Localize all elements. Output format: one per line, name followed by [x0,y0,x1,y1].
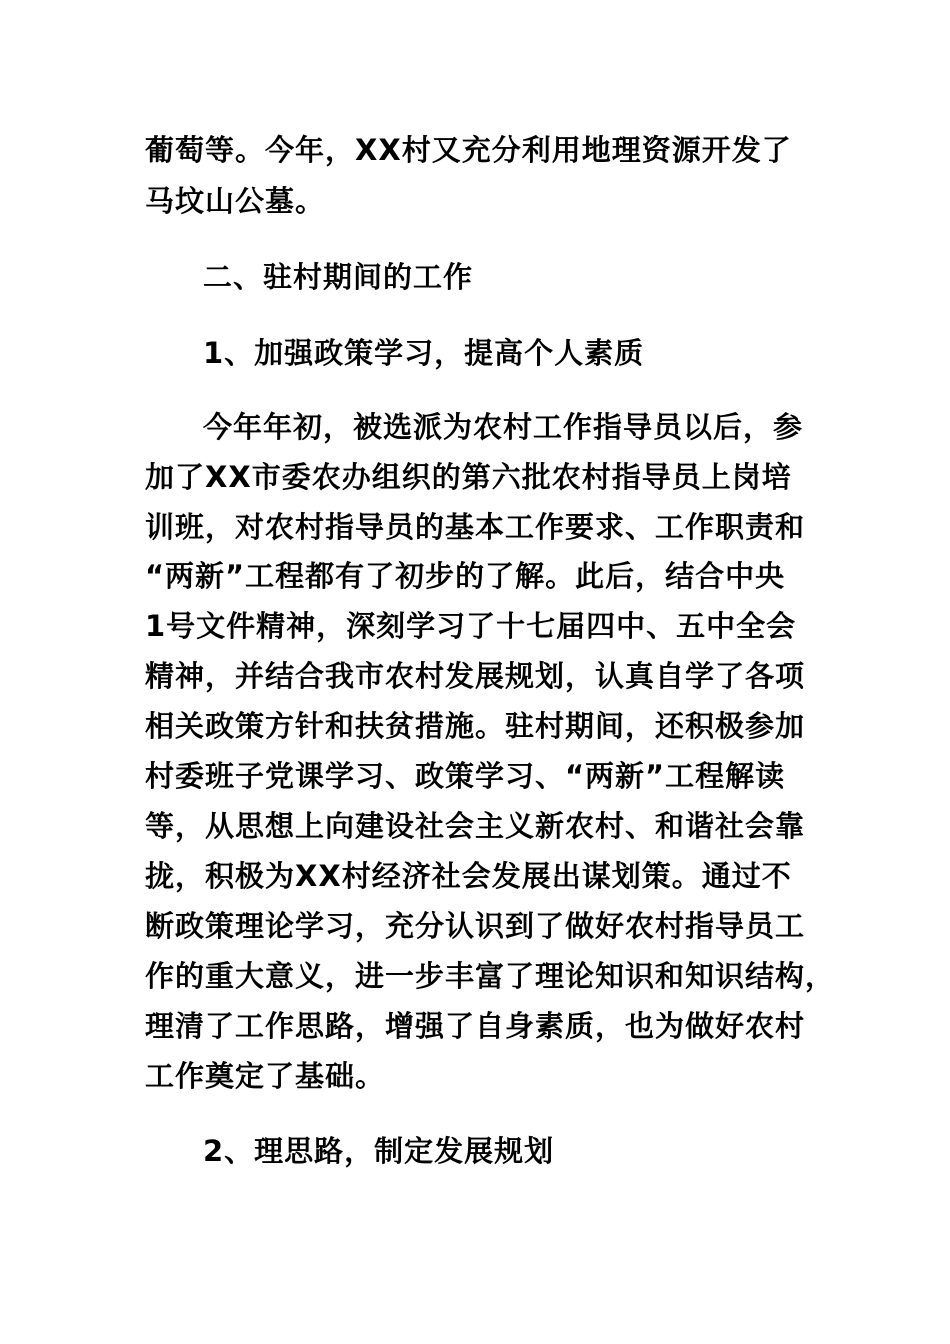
paragraph-line: 精神，并结合我市农村发展规划，认真自学了各项 [145,659,806,693]
paragraph-line: “两新”工程都有了初步的了解。此后，结合中央 [145,559,786,593]
section-heading: 二、驻村期间的工作 [203,260,474,294]
paragraph-line: 相关政策方针和扶贫措施。驻村期间，还积极参加 [145,709,806,743]
paragraph-line: 作的重大意义，进一步丰富了理论知识和知识结构， [145,959,836,993]
paragraph-line: 等，从思想上向建设社会主义新农村、和谐社会靠 [145,809,806,843]
paragraph-line: 训班，对农村指导员的基本工作要求、工作职责和 [145,510,806,544]
paragraph-line: 工作奠定了基础。 [145,1059,386,1093]
paragraph-line: 1号文件精神，深刻学习了十七届四中、五中全会 [145,609,797,643]
paragraph-line: 拢，积极为XX村经济社会发展出谋划策。通过不 [145,859,792,893]
intro-line: 葡萄等。今年，XX村又充分利用地理资源开发了 [145,133,792,167]
subheading-2: 2、理思路，制定发展规划 [203,1134,555,1168]
subheading-1: 1、加强政策学习，提高个人素质 [203,336,645,370]
paragraph-line: 村委班子党课学习、政策学习、“两新”工程解读 [145,759,786,793]
paragraph-line: 理清了工作思路，增强了自身素质，也为做好农村 [145,1009,806,1043]
paragraph-line: 今年年初，被选派为农村工作指导员以后，参 [203,410,804,444]
intro-line: 马坟山公墓。 [145,184,326,218]
paragraph-line: 断政策理论学习，充分认识到了做好农村指导员工 [145,909,806,943]
paragraph-line: 加了XX市委农办组织的第六批农村指导员上岗培 [145,460,792,494]
